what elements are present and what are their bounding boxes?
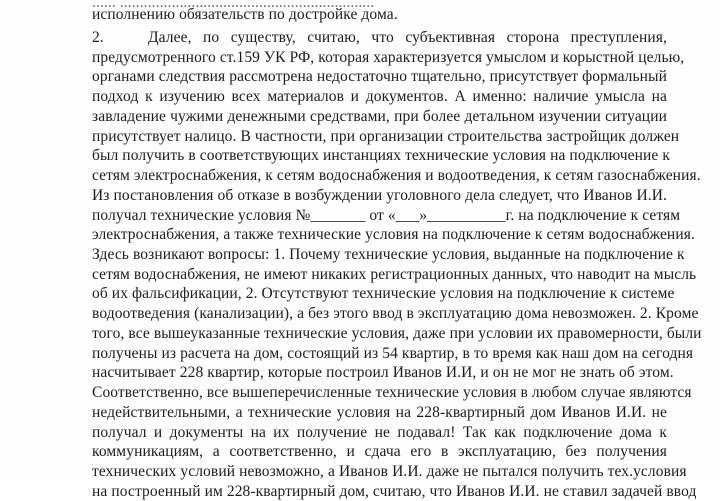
text-line: Здесь возникают вопросы: 1. Почему технические условия, выданные на подключение к [92,246,685,263]
text-line: присутствует налицо. В частности, при организации строительства застройщик должен [92,127,680,145]
text-line: на построенный им 228-квартирный дом, считаю, что Иванов И.И. не ставил задачей ввод [92,482,697,500]
text-line: недействительными, а технические условия на 228-квартирный дом Иванов И.И. не [92,403,667,421]
item-number: 2. [92,29,104,46]
text-line: сетям электроснабжения, к сетям водоснабжения и водоотведения, к сетям газоснабжения. [92,167,701,185]
text-line: об их фальсификации, 2. Отсутствуют технические условия на подключение к системе [92,285,675,303]
text-line: коммуникациям, а соответственно, и сдача его в эксплуатацию, без получения [92,443,667,461]
text-line: предусмотренного ст.159 УК РФ, которая характеризуется умыслом и корыстной целью, [92,48,685,66]
text-line: того, все вышеуказанные технические условия, даже при условии их правомерности, были [92,324,702,342]
text-line: водоотведения (канализации), а без этого ввод в эксплуатацию дома невозможен. 2. Кроме [92,305,699,323]
text-line: получал и документы на их получение не подавал! Так как подключение дома к [92,423,667,441]
text-line: сетям водоснабжения, не имеют никаких регистрационных данных, что наводит на мысль [92,265,697,283]
text-line: исполнению обязательств по достройке дома. [92,6,398,23]
text-line: технических условий невозможно, а Иванов И.И. даже не пытался получить тех.условия [92,463,687,481]
text-line: насчитывает 228 квартир, которые построил Иванов И.И, и он не мог не знать об этом. [92,364,674,382]
text-line: получены из расчета на дом, состоящий из 54 квартир, в то время как наш дом на сегодня [92,344,694,362]
text-line: электроснабжения, а также технические условия на подключение к сетям водоснабжения. [92,226,695,244]
text-line: Соответственно, все вышеперечисленные технические условия в любом случае являются [92,384,692,402]
text-line: Из постановления об отказе в возбуждении уголовного дела следует, что Иванов И.И. [92,186,667,204]
text-line: получал технические условия №_______ от «___»__________г. на подключение к сетям [92,206,681,224]
text-line: Далее, по существу, считаю, что субъективная сторона преступления, [148,29,667,46]
text-line: подход к изучению всех материалов и документов. А именно: наличие умысла на [92,88,667,106]
text-line: был получить в соответствующих инстанциях технические условия на подключение к [92,147,671,165]
text-line-cut-top: ...... ................................................................ [92,0,375,11]
text-line: органами следствия рассмотрена недостаточно тщательно, присутствует формальный [92,68,667,86]
text-line: завладение чужими денежными средствами, при более детальном изучении ситуации [92,107,667,125]
